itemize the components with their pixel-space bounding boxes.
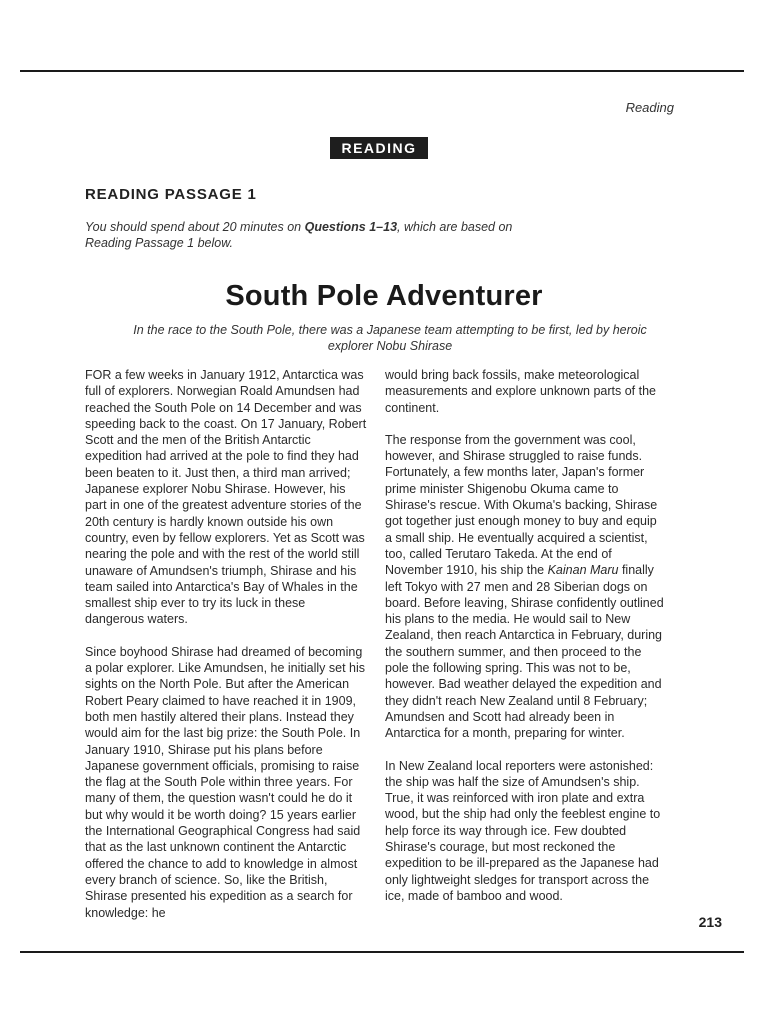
paragraph-text: finally left Tokyo with 27 men and 28 Siberian dogs on board. Before leaving, Shirase confidently outlined his plans to the media. He would sail to New Zealand, then reach Antarctica in February, during the southern summer, and then proceed to the pole the following spring. This was not to be, however. Bad weather delayed the expedition and they didn't reach New Zealand until 8 February; Amundsen and Scott had already been in Antarctica for a month, preparing for winter. (385, 563, 664, 741)
paragraph: FOR a few weeks in January 1912, Antarctica was full of explorers. Norwegian Roald Amundsen had reached the South Pole on 14 December and was speeding back to the coast. On 17 January, Robert Scott and the men of the British Antarctic expedition had arrived at the pole to find they had been beaten to it. Just then, a third man arrived; Japanese explorer Nobu Shirase. However, his part in one of the greatest adventure stories of the 20th century is hardly known outside his own country, even by fellow explorers. Yet as Scott was nearing the pole and with the rest of the world still unaware of Amundsen's triumph, Shirase and his team sailed into Antarctica's Bay of Whales in the smallest ship ever to try its luck in these dangerous waters. (85, 368, 367, 627)
bottom-rule (20, 951, 744, 953)
ship-name: Kainan Maru (547, 563, 619, 578)
left-column (85, 367, 367, 937)
paragraph: would bring back fossils, make meteorological measurements and explore unknown parts of the continent. (385, 368, 656, 415)
right-column (385, 367, 667, 920)
instructions (85, 219, 555, 251)
article-title: South Pole Adventurer (225, 280, 543, 312)
instructions-before: You should spend about 20 minutes on (85, 220, 305, 234)
paragraph: Since boyhood Shirase had dreamed of becoming a polar explorer. Like Amundsen, he initially set his sights on the North Pole. But after the American Robert Peary claimed to have reached it in 1909, both men hastily altered their plans. Instead they would aim for the last big prize: the South Pole. In January 1910, Shirase put his plans before Japanese government officials, promising to raise the flag at the South Pole within three years. For many of them, the question wasn't could he do it but why would it be worth doing? 15 years earlier the International Geographical Congress had said that as the last unknown continent the Antarctic offered the chance to add to knowledge in almost every branch of science. So, like the British, Shirase presented his expedition as a search for knowledge: he (85, 644, 366, 920)
section-label: READING (330, 137, 428, 159)
running-head: Reading (625, 100, 674, 115)
instructions-questions: Questions 1–13 (304, 220, 398, 234)
passage-label: READING PASSAGE 1 (85, 186, 257, 203)
paragraph: In New Zealand local reporters were astonished: the ship was half the size of Amundsen's ship. True, it was reinforced with iron plate and extra wood, but the ship had only the feeblest engine to help force its way through ice. Few doubted Shirase's courage, but most reckoned the expedition to be ill-prepared as the Japanese had only lightweight sledges for transport across the ice, made of bamboo and wood. (385, 758, 661, 903)
paragraph (385, 432, 667, 742)
top-rule (20, 70, 744, 72)
article-subtitle: In the race to the South Pole, there was a Japanese team attempting to be first, led by heroic explorer Nobu Shirase (133, 323, 647, 353)
instructions-after: , which are based on Reading Passage 1 below. (85, 220, 513, 250)
paragraph-text: The response from the government was cool, however, and Shirase struggled to raise funds. Fortunately, a few months later, Japan's former prime minister Shigenobu Okuma came to Shirase's rescue. With Okuma's backing, Shirase got together just enough money to buy and equip a small ship. He eventually acquired a scientist, too, called Terutaro Takeda. At the end of November 1910, his ship the (385, 432, 658, 578)
page-number: 213 (698, 914, 722, 930)
